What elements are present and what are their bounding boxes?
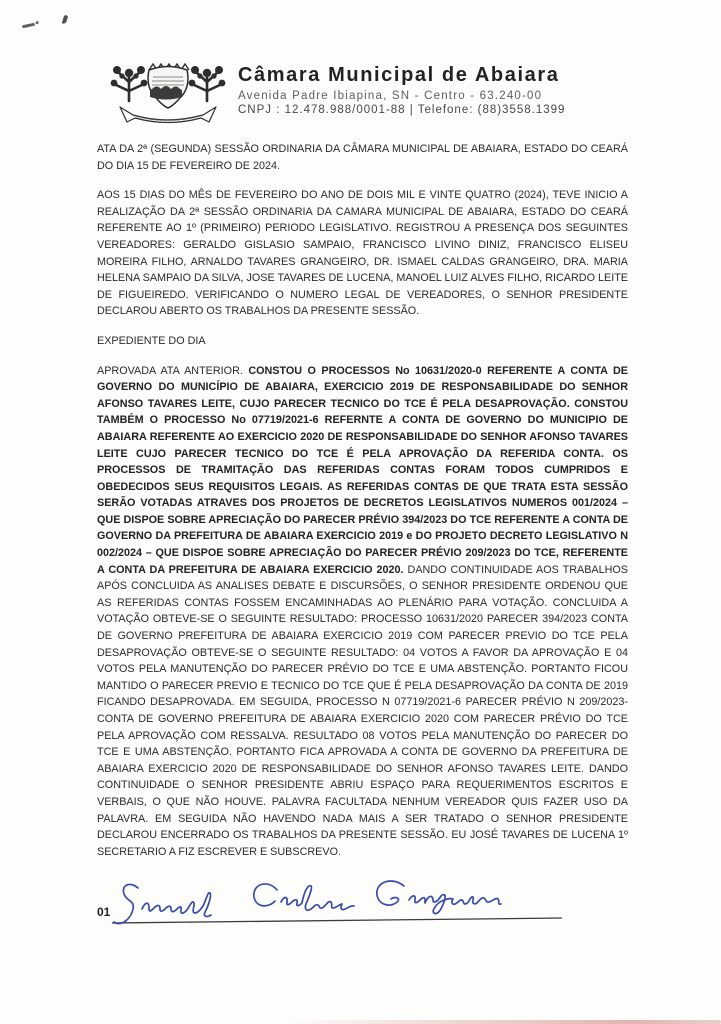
deliberation-paragraph <box>97 363 628 861</box>
contact-line: CNPJ : 12.478.988/0001-88 | Telefone: (88)3558.1399 <box>238 104 566 116</box>
coat-of-arms-icon <box>106 55 230 135</box>
signature-number: 01 <box>97 905 111 919</box>
pen-scan-mark <box>62 15 69 25</box>
signature-block <box>107 877 575 935</box>
body-regular-segment-2: DANDO CONTINUIDADE AOS TRABALHOS APÓS CONCLUIDA AS ANALISES DEBATE E DISCURSÕES, O SENHOR PRESIDENTE ORDENOU QUE AS REFERIDAS CONTAS FOSSEM ENCAMINHADAS AO PLENÁRIO PARA VOTAÇÃO. CONCLUIDA A VOTAÇÃO OBTEVE-SE O SEGUINTE RESULTADO: PROCESSO 10631/2020 PARECER 394/2023 CONTA DE GOVERNO PREFEITURA DE ABAIARA EXERCICIO 2019 COM PARECER PREVIO DO TCE PELA DESAPROVAÇÃO OBTEVE-SE O SEGUINTE RESULTADO: 04 VOTOS A FAVOR DA APROVAÇÃO E 04 VOTOS PELA MANUTENÇÃO DO PARECER PRÉVIO DO TCE E UMA ABSTENÇÃO. PORTANTO FICOU MANTIDO O PARECER PREVIO E TECNICO DO TCE QUE É PELA DESAPROVAÇÃO DA CONTA DE 2019 FICANDO DESAPROVADA. EM SEGUIDA, PROCESSO N 07719/2021-6 PARECER PRÉVIO N 209/2023-CONTA DE GOVERNO PREFEITURA DE ABAIARA EXERCICIO 2020 COM PARECER PRÉVIO DO TCE PELA APROVAÇÃO COM RESSALVA. RESULTADO 08 VOTOS PELA MANUTENÇÃO DO PARECER DO TCE E UMA ABSTENÇÃO. PORTANTO FICA APROVADA A CONTA DE GOVERNO DA PREFEITURA DE ABAIARA EXERCICIO 2020 DE RESPONSABILIDADE DO SENHOR AFONSO TAVARES LEITE. DANDO CONTINUIDADE O SENHOR PRESIDENTE ABRIU ESPAÇO PARA REQUERIMENTOS ESCRITOS E VERBAIS, O QUE NÃO HOUVE. PALAVRA FACULTADA NENHUM VEREADOR QUIS FAZER USO DA PALAVRA. EM SEGUIDA NÃO HAVENDO NADA MAIS A SER TRATADO O SENHOR PRESIDENTE DECLAROU ENCERRADO OS TRABALHOS DA PRESENTE SESSÃO. EU JOSÉ TAVARES DE LUCENA 1º SECRETARIO A FIZ ESCREVER E SUBSCREVO. <box>97 563 629 858</box>
document-body <box>97 141 628 873</box>
org-name: Câmara Municipal de Abaiara <box>238 64 560 86</box>
signature-underline <box>112 918 562 923</box>
letterhead <box>106 55 565 135</box>
body-bold-segment: CONSTOU O PROCESSOS No 10631/2020-0 REFERENTE A CONTA DE GOVERNO DO MUNICÍPIO DE ABAIARA, EXERCICIO 2019 DE RESPONSABILIDADE DO SENHOR AFONSO TAVARES LEITE, CUJO PARECER TECNICO DO TCE É PELA DESAPROVAÇÃO. CONSTOU TAMBÉM O PROCESSO No 07719/2021-6 REFERNTE A CONTA DE GOVERNO DO MUNICIPIO DE ABAIARA REFERENTE AO EXERCICIO 2020 DE RESPONSABILIDADE DO SENHOR AFONSO TAVARES LEITE CUJO PARECER TECNICO DO TCE É PELA APROVAÇÃO DA REFERIDA CONTA. OS PROCESSOS DE TRAMITAÇÃO DAS REFERIDAS CONTAS FORAM TODOS CUMPRIDOS E OBEDECIDOS SEUS REQUISITOS LEGAIS. AS REFERIDAS CONTAS DE QUE TRATA ESTA SESSÃO SERÃO VOTADAS ATRAVES DOS PROJETOS DE DECRETOS LEGISLATIVOS NUMEROS 001/2024 – QUE DISPOE SOBRE APRECIAÇÃO DO PARECER PRÉVIO 394/2023 DO TCE REFERENTE A CONTA DE GOVERNO DA PREFEITURA DE ABAIARA EXERCICIO 2019 e DO PROJETO DECRETO LEGISLATIVO N 002/2024 – QUE DISPOE SOBRE APRECIAÇÃO DO PARECER PRÉVIO 209/2023 DO TCE, REFERENTE A CONTA DA PREFEITURA DE ABAIARA EXERCICIO 2020. <box>97 364 628 576</box>
handwritten-signature <box>107 877 575 935</box>
body-regular-segment-1: APROVADA ATA ANTERIOR. <box>97 364 249 377</box>
letterhead-text <box>238 55 565 116</box>
section-heading: EXPEDIENTE DO DIA <box>97 334 206 347</box>
opening-paragraph: AOS 15 DIAS DO MÊS DE FEVEREIRO DO ANO DE DOIS MIL E VINTE QUATRO (2024), TEVE INICIO A REALIZAÇÃO DA 2ª SESSÃO ORDINARIA DA CAMARA MUNICIPAL DE ABAIARA, ESTADO DO CEARÁ REFERENTE AO 1º (PRIMEIRO) PERIODO LEGISLATIVO. REGISTROU A PRESENÇA DOS SEGUINTES VEREADORES: GERALDO GISLASIO SAMPAIO, FRANCISCO LIVINO DINIZ, FRANCISCO ELISEU MOREIRA FILHO, ARNALDO TAVARES GRANGEIRO, DR. ISMAEL CALDAS GRANGEIRO, DRA. MARIA HELENA SAMPAIO DA SILVA, JOSE TAVARES DE LUCENA, MANOEL LUIZ ALVES FILHO, RICARDO LEITE DE FIGUEIREDO. VERIFICANDO O NUMERO LEGAL DE VEREADORES, O SENHOR PRESIDENTE DECLAROU ABERTO OS TRABALHOS DA PRESENTE SESSÃO. <box>97 189 628 318</box>
document-title: ATA DA 2ª (SEGUNDA) SESSÃO ORDINARIA DA CÂMARA MUNICIPAL DE ABAIARA, ESTADO DO CEARÁ DO DIA 15 DE FEVEREIRO DE 2024. <box>97 143 628 172</box>
bottom-scan-smudge <box>285 1020 721 1024</box>
address-line: Avenida Padre Ibiapina, SN - Centro - 63.240-00 <box>238 90 543 102</box>
pen-scan-mark <box>22 23 35 29</box>
